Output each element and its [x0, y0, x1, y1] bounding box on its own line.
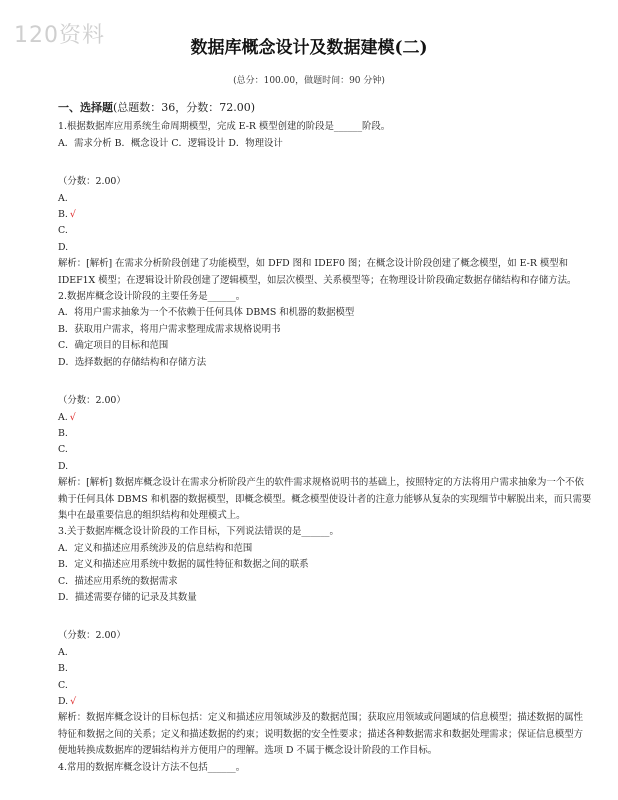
answer-a: A.	[58, 646, 68, 658]
question-3	[58, 524, 592, 759]
question-explanation: 解析：[解析] 在需求分析阶段创建了功能模型，如 DFD 图和 IDEF0 图；在概念设计阶段创建了概念模型，如 E-R 模型和 IDEF1X 模型；在逻辑设计阶段创建了逻辑模型，如层次模型、关系模型等；在物理设计阶段确定数据存储结构和存储方法。	[58, 258, 577, 286]
option-b: B．获取用户需求，将用户需求整理成需求规格说明书	[58, 323, 281, 335]
answer-d: D.	[58, 241, 69, 253]
answer-a: A. √	[58, 411, 76, 423]
option-d: D．选择数据的存储结构和存储方法	[58, 356, 207, 368]
answer-c: C.	[58, 444, 68, 456]
option-c: C．描述应用系统的数据需求	[58, 575, 178, 587]
check-icon: √	[69, 209, 76, 221]
option-a: A．定义和描述应用系统涉及的信息结构和范围	[58, 542, 253, 554]
document-title: 数据库概念设计及数据建模(二)	[190, 38, 428, 58]
question-1	[58, 119, 592, 289]
question-2	[58, 289, 592, 524]
answer-d: D.	[58, 460, 69, 472]
answer-a: A.	[58, 192, 68, 204]
exam-meta: (总分：100.00，做题时间：90 分钟)	[233, 76, 385, 86]
content	[58, 100, 592, 776]
question-score: （分数：2.00）	[58, 630, 126, 642]
question-score: （分数：2.00）	[58, 176, 126, 188]
question-options: A．需求分析 B．概念设计 C．逻辑设计 D．物理设计	[58, 137, 283, 149]
question-stem: 1.根据数据库应用系统生命周期模型，完成 E-R 模型创建的阶段是______阶段。	[58, 121, 391, 133]
option-d: D．描述需要存储的记录及其数量	[58, 591, 197, 603]
answer-d: D. √	[58, 696, 77, 707]
question-stem: 3.关于数据库概念设计阶段的工作目标，下列说法错误的是______。	[58, 526, 339, 538]
watermark: 120资料	[14, 23, 105, 48]
question-4	[58, 760, 592, 776]
option-b: B．定义和描述应用系统中数据的属性特征和数据之间的联系	[58, 559, 309, 571]
section-sub: (总题数：36，分数：72.00)	[113, 101, 256, 114]
answer-b: B.	[58, 427, 68, 439]
question-explanation: 解析：数据库概念设计的目标包括：定义和描述应用领域涉及的数据范围；获取应用领域或问题域的信息模型；描述数据的属性特征和数据之间的关系；定义和描述数据的约束；说明数据的安全性要求；描述各种数据需求和数据处理需求；保证信息模型方便地转换成数据库的逻辑结构并方便用户的理解。选项 D 不属于概念设计阶段的工作目标。	[58, 712, 584, 757]
section-heading	[58, 100, 592, 116]
question-explanation: 解析：[解析] 数据库概念设计在需求分析阶段产生的软件需求规格说明书的基础上，按照特定的方法将用户需求抽象为一个不依赖于任何具体 DBMS 和机器的数据模型，即概念模型。概念模型使设计者的注意力能够从复杂的实现细节中解脱出来，而只需要集中在最重要信息的组织结构和处理模式上。	[58, 477, 592, 521]
question-score: （分数：2.00）	[58, 395, 126, 407]
answer-c: C.	[58, 225, 68, 237]
check-icon: √	[69, 411, 76, 423]
option-a: A．将用户需求抽象为一个不依赖于任何具体 DBMS 和机器的数据模型	[58, 307, 355, 319]
question-stem: 4.常用的数据库概念设计方法不包括______。	[58, 761, 246, 773]
check-icon: √	[70, 696, 77, 707]
section-label: 一、选择题	[58, 101, 113, 114]
answer-b: B.	[58, 663, 68, 675]
question-stem: 2.数据库概念设计阶段的主要任务是______。	[58, 291, 246, 303]
option-c: C．确定项目的目标和范围	[58, 340, 169, 352]
answer-b: B. √	[58, 209, 76, 221]
answer-c: C.	[58, 679, 68, 691]
